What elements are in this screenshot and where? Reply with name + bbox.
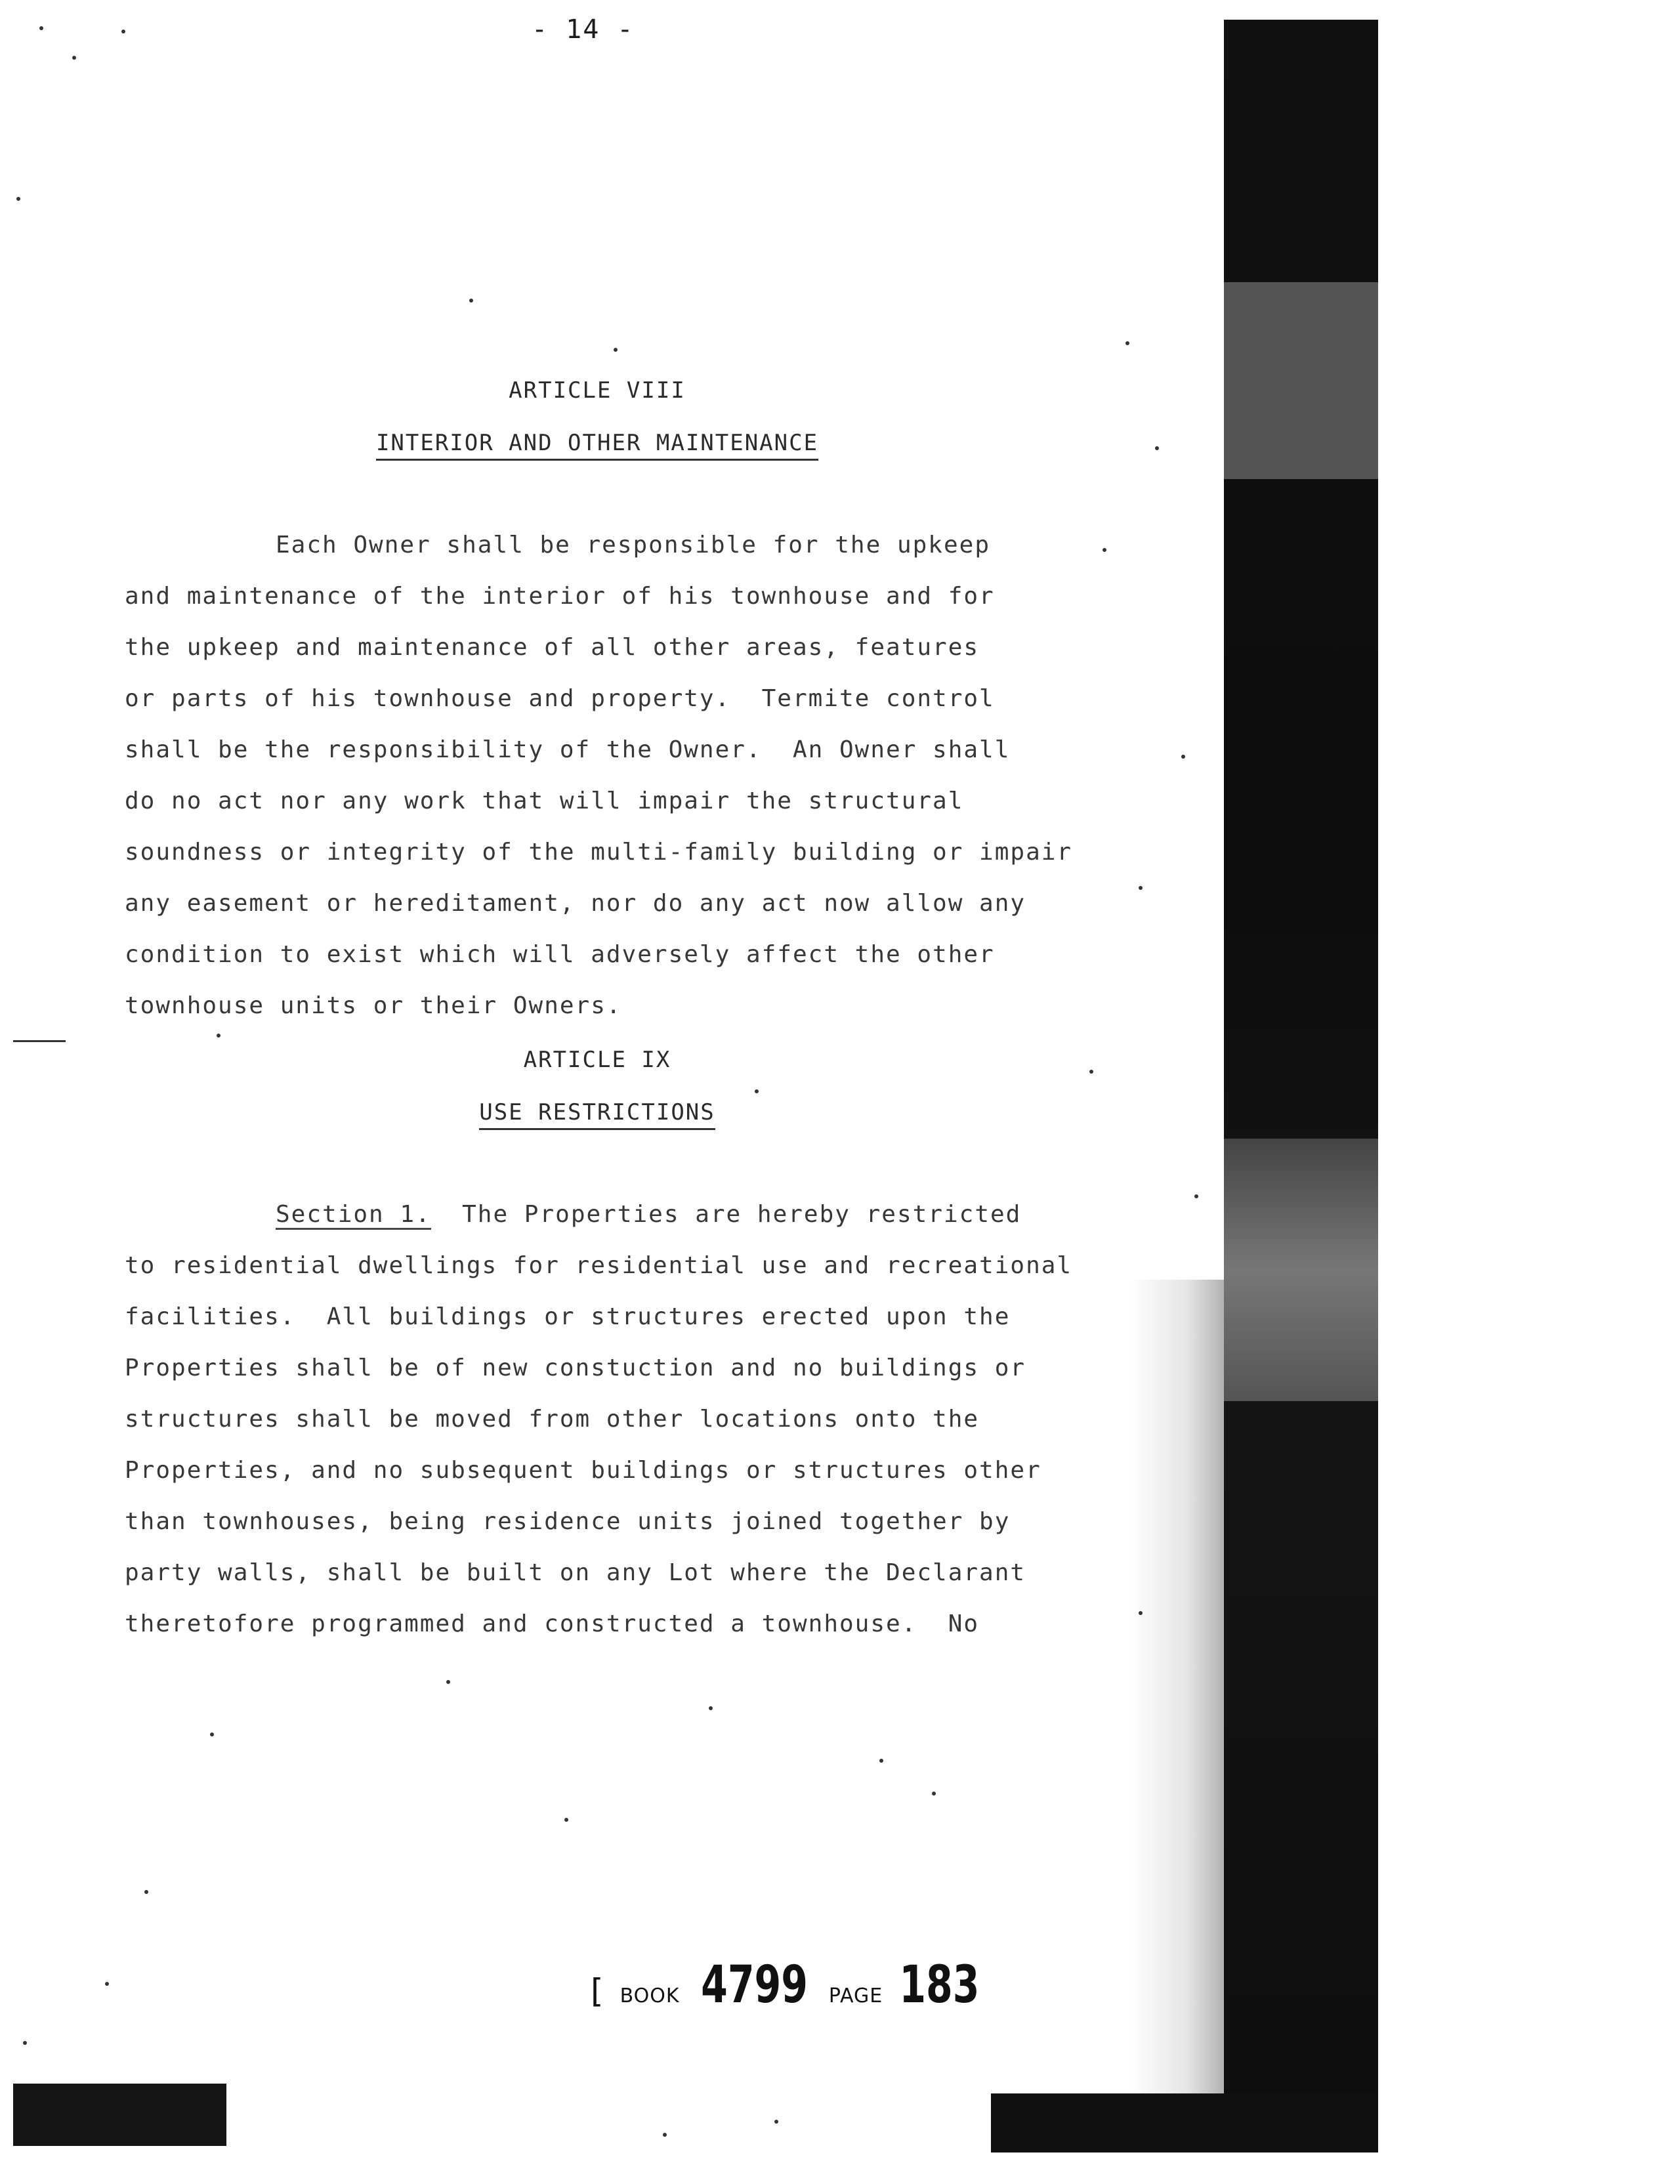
scan-artifact-middle xyxy=(1224,1139,1378,1401)
article-ix-line: than townhouses, being residence units joined together by xyxy=(125,1508,1011,1535)
section-1-label: Section 1. xyxy=(276,1201,431,1230)
article-ix-line: facilities. All buildings or structures erected upon the xyxy=(125,1303,1011,1330)
scan-speck xyxy=(663,2133,667,2137)
stamp-book-label: BOOK xyxy=(620,1984,680,2007)
stamp-page-number: 183 xyxy=(899,1956,980,2015)
scan-speck xyxy=(1089,1070,1093,1074)
article-viii-title-text: INTERIOR AND OTHER MAINTENANCE xyxy=(376,430,818,461)
article-viii-line: shall be the responsibility of the Owner. An Owner shall xyxy=(125,736,1011,763)
scan-margin-mark xyxy=(13,1040,66,1042)
page-number: - 14 - xyxy=(532,14,635,45)
article-viii-line: or parts of his townhouse and property. Termite control xyxy=(125,685,995,712)
article-viii-line: soundness or integrity of the multi-family building or impair xyxy=(125,839,1073,866)
article-ix-line: Properties, and no subsequent buildings or structures other xyxy=(125,1457,1041,1484)
scan-artifact-top xyxy=(1224,282,1378,479)
scan-speck xyxy=(932,1792,936,1796)
scan-speck xyxy=(774,2120,778,2124)
article-viii-line: any easement or hereditament, nor do any act now allow any xyxy=(125,890,1026,917)
stamp-bracket: [ xyxy=(591,1972,604,2010)
article-ix-line: theretofore programmed and constructed a townhouse. No xyxy=(125,1610,980,1637)
scan-gray-fade xyxy=(1129,1280,1227,2100)
scan-speck xyxy=(469,299,473,303)
article-viii-line: condition to exist which will adversely affect the other xyxy=(125,941,995,968)
scan-speck xyxy=(1139,1611,1143,1615)
scan-speck xyxy=(614,348,618,352)
stamp-book-number: 4799 xyxy=(700,1956,808,2015)
article-viii-line: townhouse units or their Owners. xyxy=(125,992,622,1019)
scan-bottom-edge xyxy=(991,2093,1378,2152)
article-viii-title xyxy=(0,430,1194,456)
section-1-first-line xyxy=(276,1201,1021,1228)
article-viii-heading: ARTICLE VIII xyxy=(509,377,686,404)
scan-speck xyxy=(755,1089,759,1093)
article-ix-title-text: USE RESTRICTIONS xyxy=(479,1099,715,1130)
scan-speck xyxy=(39,26,43,30)
scan-speck xyxy=(16,197,20,201)
book-page-stamp xyxy=(591,1956,993,2015)
article-viii-line: Each Owner shall be responsible for the upkeep xyxy=(276,532,990,558)
scan-speck xyxy=(1139,886,1143,890)
stamp-page-label: PAGE xyxy=(828,1984,883,2007)
scan-speck xyxy=(72,56,76,60)
scan-speck xyxy=(1125,341,1129,345)
scan-speck xyxy=(1181,755,1185,759)
article-viii-line: do no act nor any work that will impair the structural xyxy=(125,788,964,814)
scan-speck xyxy=(105,1982,109,1986)
article-ix-heading: ARTICLE IX xyxy=(523,1047,671,1073)
article-viii-line: the upkeep and maintenance of all other areas, features xyxy=(125,634,980,661)
article-ix-title xyxy=(0,1099,1194,1125)
scan-corner-block xyxy=(13,2084,226,2146)
scan-speck xyxy=(23,2041,27,2045)
scan-speck xyxy=(879,1759,883,1763)
scan-speck xyxy=(1155,446,1159,450)
section-1-first-line-text: The Properties are hereby restricted xyxy=(430,1201,1022,1228)
scan-speck xyxy=(210,1732,214,1736)
article-ix-line: structures shall be moved from other locations onto the xyxy=(125,1406,980,1433)
article-ix-line: Properties shall be of new constuction and no buildings or xyxy=(125,1354,1026,1381)
article-ix-line: party walls, shall be built on any Lot where the Declarant xyxy=(125,1559,1026,1586)
scan-speck xyxy=(217,1034,220,1038)
article-viii-line: and maintenance of the interior of his townhouse and for xyxy=(125,583,995,610)
scan-speck xyxy=(121,30,125,33)
article-ix-line: to residential dwellings for residential use and recreational xyxy=(125,1252,1073,1279)
scan-speck xyxy=(446,1680,450,1684)
scan-speck xyxy=(709,1706,713,1710)
scan-speck xyxy=(144,1890,148,1894)
scan-speck xyxy=(1194,1194,1198,1198)
scan-speck xyxy=(1102,548,1106,552)
scan-speck xyxy=(564,1818,568,1822)
